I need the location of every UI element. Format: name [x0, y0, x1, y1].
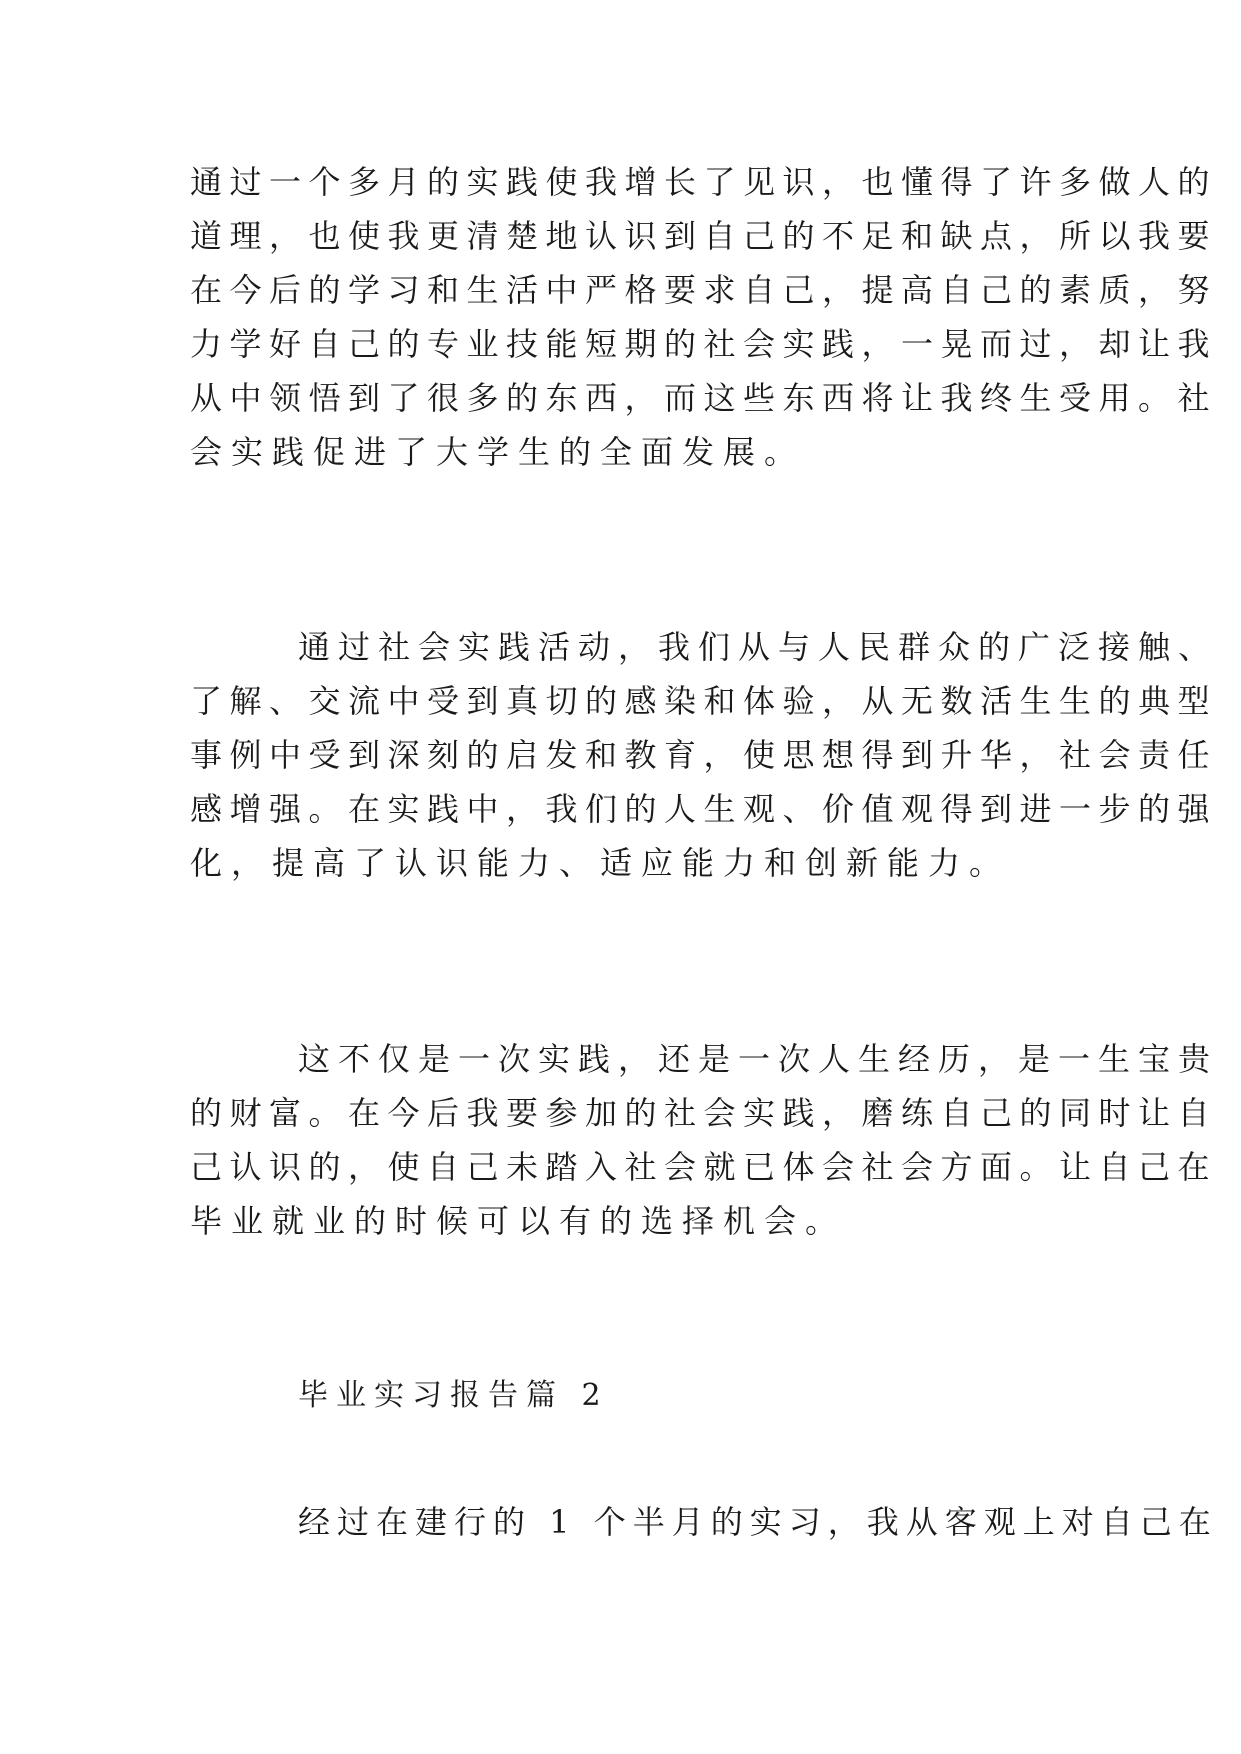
paragraph-1-line-3: 在今后的学习和生活中严格要求自己，提高自己的素质，努 [190, 271, 1218, 309]
paragraph-1-line-1: 通过一个多月的实践使我增长了见识，也懂得了许多做人的 [190, 163, 1218, 201]
paragraph-2-line-1: 通过社会实践活动，我们从与人民群众的广泛接触、 [298, 628, 1219, 666]
paragraph-1-line-4: 力学好自己的专业技能短期的社会实践，一晃而过，却让我 [190, 325, 1218, 363]
paragraph-1-line-6: 会实践促进了大学生的全面发展。 [190, 433, 806, 471]
paragraph-1-line-5: 从中领悟到了很多的东西，而这些东西将让我终生受用。社 [190, 379, 1218, 417]
paragraph-2-line-2: 了解、交流中受到真切的感染和体验，从无数活生生的典型 [190, 682, 1218, 720]
paragraph-2-line-5: 化，提高了认识能力、适应能力和创新能力。 [190, 844, 1011, 882]
paragraph-3-line-3: 己认识的，使自己未踏入社会就已体会社会方面。让自己在 [190, 1148, 1218, 1186]
paragraph-2-line-4: 感增强。在实践中，我们的人生观、价值观得到进一步的强 [190, 790, 1218, 828]
paragraph-1-line-2: 道理，也使我更清楚地认识到自己的不足和缺点，所以我要 [190, 217, 1218, 255]
paragraph-3-line-2: 的财富。在今后我要参加的社会实践，磨练自己的同时让自 [190, 1094, 1218, 1132]
paragraph-4-line-1: 经过在建行的 1 个半月的实习，我从客观上对自己在 [298, 1503, 1218, 1541]
section-heading: 毕业实习报告篇 2 [298, 1378, 609, 1413]
paragraph-3-line-1: 这不仅是一次实践，还是一次人生经历，是一生宝贵 [298, 1040, 1219, 1078]
paragraph-3-line-4: 毕业就业的时候可以有的选择机会。 [190, 1202, 847, 1240]
paragraph-2-line-3: 事例中受到深刻的启发和教育，使思想得到升华，社会责任 [190, 736, 1218, 774]
